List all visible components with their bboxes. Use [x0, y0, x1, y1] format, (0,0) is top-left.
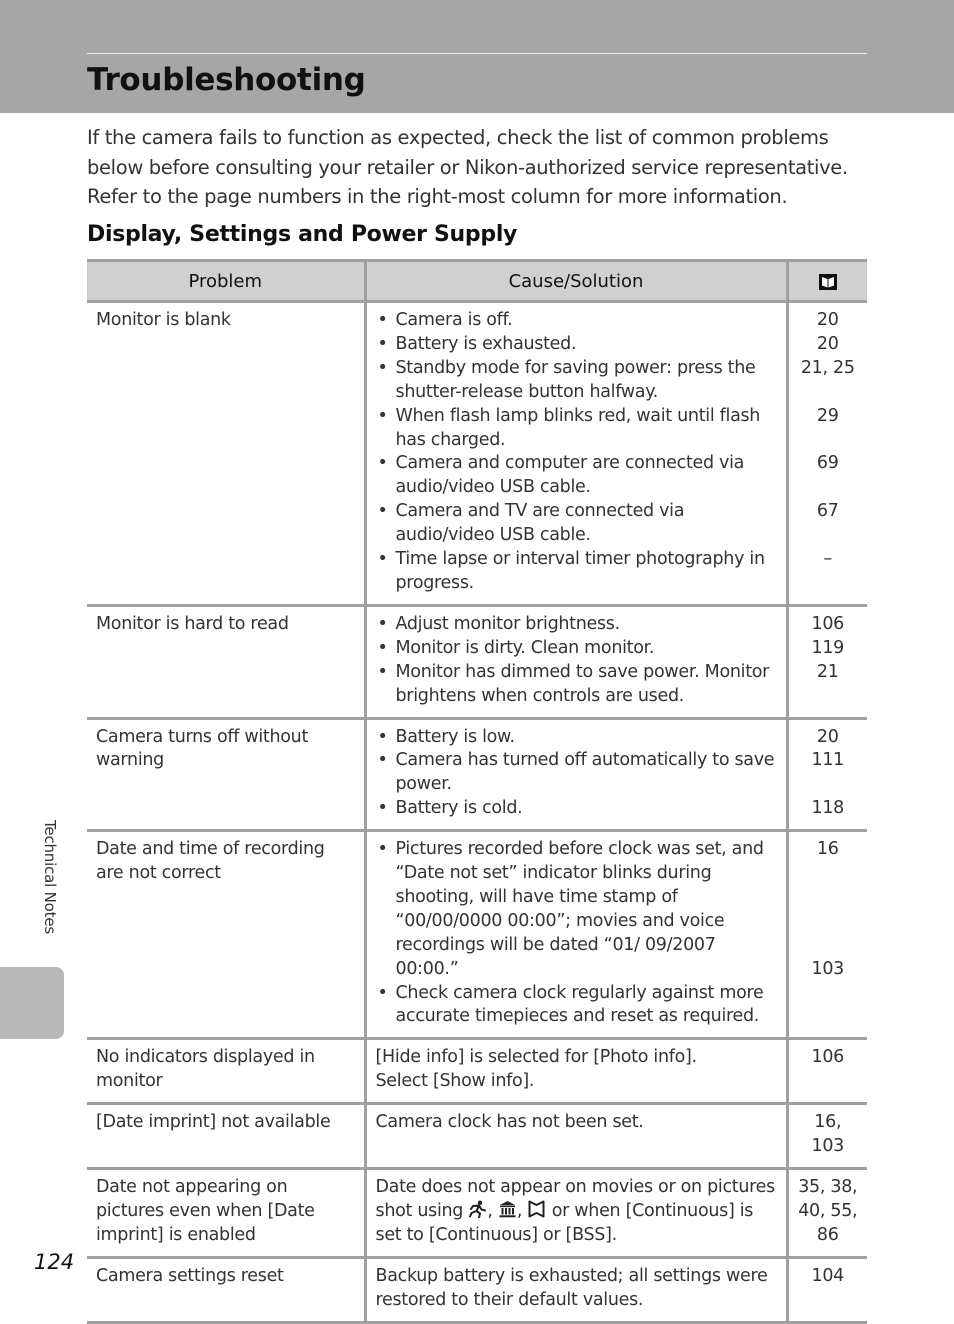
- reference-list: [791, 1111, 866, 1159]
- cause-item: • Monitor has dimmed to save power. Monitor brightens when controls are used.: [376, 661, 778, 709]
- page-reference-icon: [818, 272, 838, 292]
- side-section-label-text: Technical Notes: [41, 820, 59, 934]
- reference-list: [791, 613, 866, 685]
- problem-cell: No indicators displayed in monitor: [87, 1039, 365, 1104]
- cause-item: • Time lapse or interval timer photography in progress.: [376, 548, 778, 596]
- cause-list: [376, 613, 778, 709]
- problem-cell: Monitor is hard to read: [87, 605, 365, 718]
- museum-mode-icon: [499, 1200, 516, 1218]
- troubleshooting-table: [87, 259, 867, 1324]
- reference-list: [791, 1046, 866, 1070]
- solution-text-before: Date does not appear on movies or on pictures shot using: [375, 1177, 775, 1221]
- reference-page: 69: [816, 453, 839, 474]
- reference-page: 111: [811, 750, 844, 771]
- table-row: [87, 1257, 867, 1322]
- reference-page: 118: [811, 798, 844, 819]
- reference-page: 20: [816, 726, 839, 747]
- cause-item: • Camera is off.: [376, 309, 778, 333]
- reference-cell: [787, 718, 867, 831]
- table-row: [87, 302, 867, 606]
- solution-line: Backup battery is exhausted; all settings were restored to their default values.: [375, 1265, 768, 1310]
- problem-cell: Camera settings reset: [87, 1257, 365, 1322]
- reference-cell: [787, 1104, 867, 1169]
- reference-page: 119: [811, 637, 844, 658]
- table-row: [87, 1169, 867, 1258]
- reference-page: 106: [811, 613, 844, 634]
- reference-page: [791, 862, 866, 886]
- solution-line: Select [Show info].: [375, 1071, 535, 1092]
- reference-page: 103: [811, 1136, 844, 1157]
- reference-page: [791, 773, 866, 797]
- solution-line: Camera clock has not been set.: [375, 1112, 644, 1133]
- cause-item: • Pictures recorded before clock was set, and “Date not set” indicator blinks during shooting, will have time stamp of “00/00/0000 00:00”; movies and voice recordings will be dated “01/ 09/2007 00:00.”: [376, 838, 778, 981]
- reference-page: [791, 381, 866, 405]
- header-rule: [87, 53, 867, 54]
- cause-cell: [365, 1257, 787, 1322]
- table-row: [87, 718, 867, 831]
- reference-cell: [787, 1039, 867, 1104]
- reference-page: [791, 429, 866, 453]
- panorama-assist-mode-icon: [528, 1200, 545, 1218]
- problem-cell: [Date imprint] not available: [87, 1104, 365, 1169]
- cause-item: • Battery is exhausted.: [376, 333, 778, 357]
- reference-page: 21: [816, 661, 839, 682]
- cause-cell: [365, 302, 787, 606]
- problem-column-header: Problem: [87, 261, 365, 302]
- page-number: 124: [34, 1250, 75, 1274]
- reference-page: 40, 55,: [798, 1200, 858, 1221]
- cause-cell: [365, 1169, 787, 1258]
- table-row: [87, 1039, 867, 1104]
- cause-item: • When flash lamp blinks red, wait until flash has charged.: [376, 405, 778, 453]
- solution-text: Date does not appear on movies or on pictures shot using , , or when [Continuous] is set to [Continuous] or [BSS].: [375, 1177, 775, 1245]
- reference-page: 103: [811, 958, 844, 979]
- solution-line: [Hide info] is selected for [Photo info].: [375, 1047, 697, 1068]
- cause-item: • Check camera clock regularly against more accurate timepieces and reset as required.: [376, 982, 778, 1030]
- sports-mode-icon: [469, 1200, 486, 1218]
- cause-item: • Monitor is dirty. Clean monitor.: [376, 637, 778, 661]
- cause-item: • Camera and TV are connected via audio/video USB cable.: [376, 500, 778, 548]
- reference-list: [791, 1265, 866, 1289]
- cause-item: • Camera has turned off automatically to save power.: [376, 749, 778, 797]
- cause-cell: [365, 1039, 787, 1104]
- reference-page: 29: [816, 405, 839, 426]
- reference-page: 67: [816, 501, 839, 522]
- reference-page: [791, 476, 866, 500]
- cause-cell: [365, 1104, 787, 1169]
- cause-item: • Camera and computer are connected via audio/video USB cable.: [376, 452, 778, 500]
- reference-list: [791, 309, 866, 572]
- solution-text-after: or when [Continuous] is set to [Continuous] or [BSS].: [375, 1200, 754, 1245]
- cause-column-header: Cause/Solution: [365, 261, 787, 302]
- problem-cell: Date and time of recording are not correct: [87, 831, 365, 1039]
- reference-column-header: [787, 261, 867, 302]
- side-tab-marker: [0, 967, 64, 1039]
- cause-cell: [365, 718, 787, 831]
- cause-list: [376, 838, 778, 1029]
- reference-cell: [787, 831, 867, 1039]
- problem-cell: Date not appearing on pictures even when [Date imprint] is enabled: [87, 1169, 365, 1258]
- cause-item: • Battery is low.: [376, 726, 778, 750]
- reference-page: –: [823, 549, 832, 569]
- problem-cell: Camera turns off without warning: [87, 718, 365, 831]
- reference-page: [791, 934, 866, 958]
- reference-cell: [787, 302, 867, 606]
- page-title: Troubleshooting: [87, 62, 366, 98]
- reference-page: 16: [816, 839, 839, 860]
- problem-cell: Monitor is blank: [87, 302, 365, 606]
- table-row: [87, 605, 867, 718]
- reference-page: [791, 524, 866, 548]
- table-row: [87, 1104, 867, 1169]
- reference-cell: [787, 1257, 867, 1322]
- reference-page: 20: [816, 333, 839, 354]
- reference-page: 20: [816, 310, 839, 330]
- reference-page: 106: [811, 1047, 844, 1068]
- reference-page: 86: [816, 1224, 839, 1245]
- table-header-row: [87, 261, 867, 302]
- reference-page: [791, 886, 866, 910]
- reference-page: 21, 25: [800, 357, 855, 378]
- reference-list: [791, 1176, 866, 1248]
- reference-list: [791, 726, 866, 822]
- side-section-label: [37, 820, 59, 960]
- cause-cell: [365, 605, 787, 718]
- reference-page: 104: [811, 1265, 844, 1286]
- reference-cell: [787, 1169, 867, 1258]
- table-row: [87, 831, 867, 1039]
- cause-item: • Adjust monitor brightness.: [376, 613, 778, 637]
- reference-page: 16,: [814, 1112, 842, 1133]
- cause-item: • Battery is cold.: [376, 797, 778, 821]
- intro-paragraph: If the camera fails to function as expected, check the list of common problems below before consulting your retailer or Nikon-authorized service representative. Refer to the page numbers in the right-most column for more information.: [87, 126, 848, 208]
- reference-page: 35, 38,: [798, 1177, 858, 1197]
- cause-list: [376, 309, 778, 596]
- cause-item: • Standby mode for saving power: press the shutter-release button halfway.: [376, 357, 778, 405]
- reference-list: [791, 838, 866, 981]
- cause-list: [376, 726, 778, 822]
- cause-cell: [365, 831, 787, 1039]
- reference-page: [791, 910, 866, 934]
- reference-cell: [787, 605, 867, 718]
- section-title: Display, Settings and Power Supply: [87, 222, 518, 247]
